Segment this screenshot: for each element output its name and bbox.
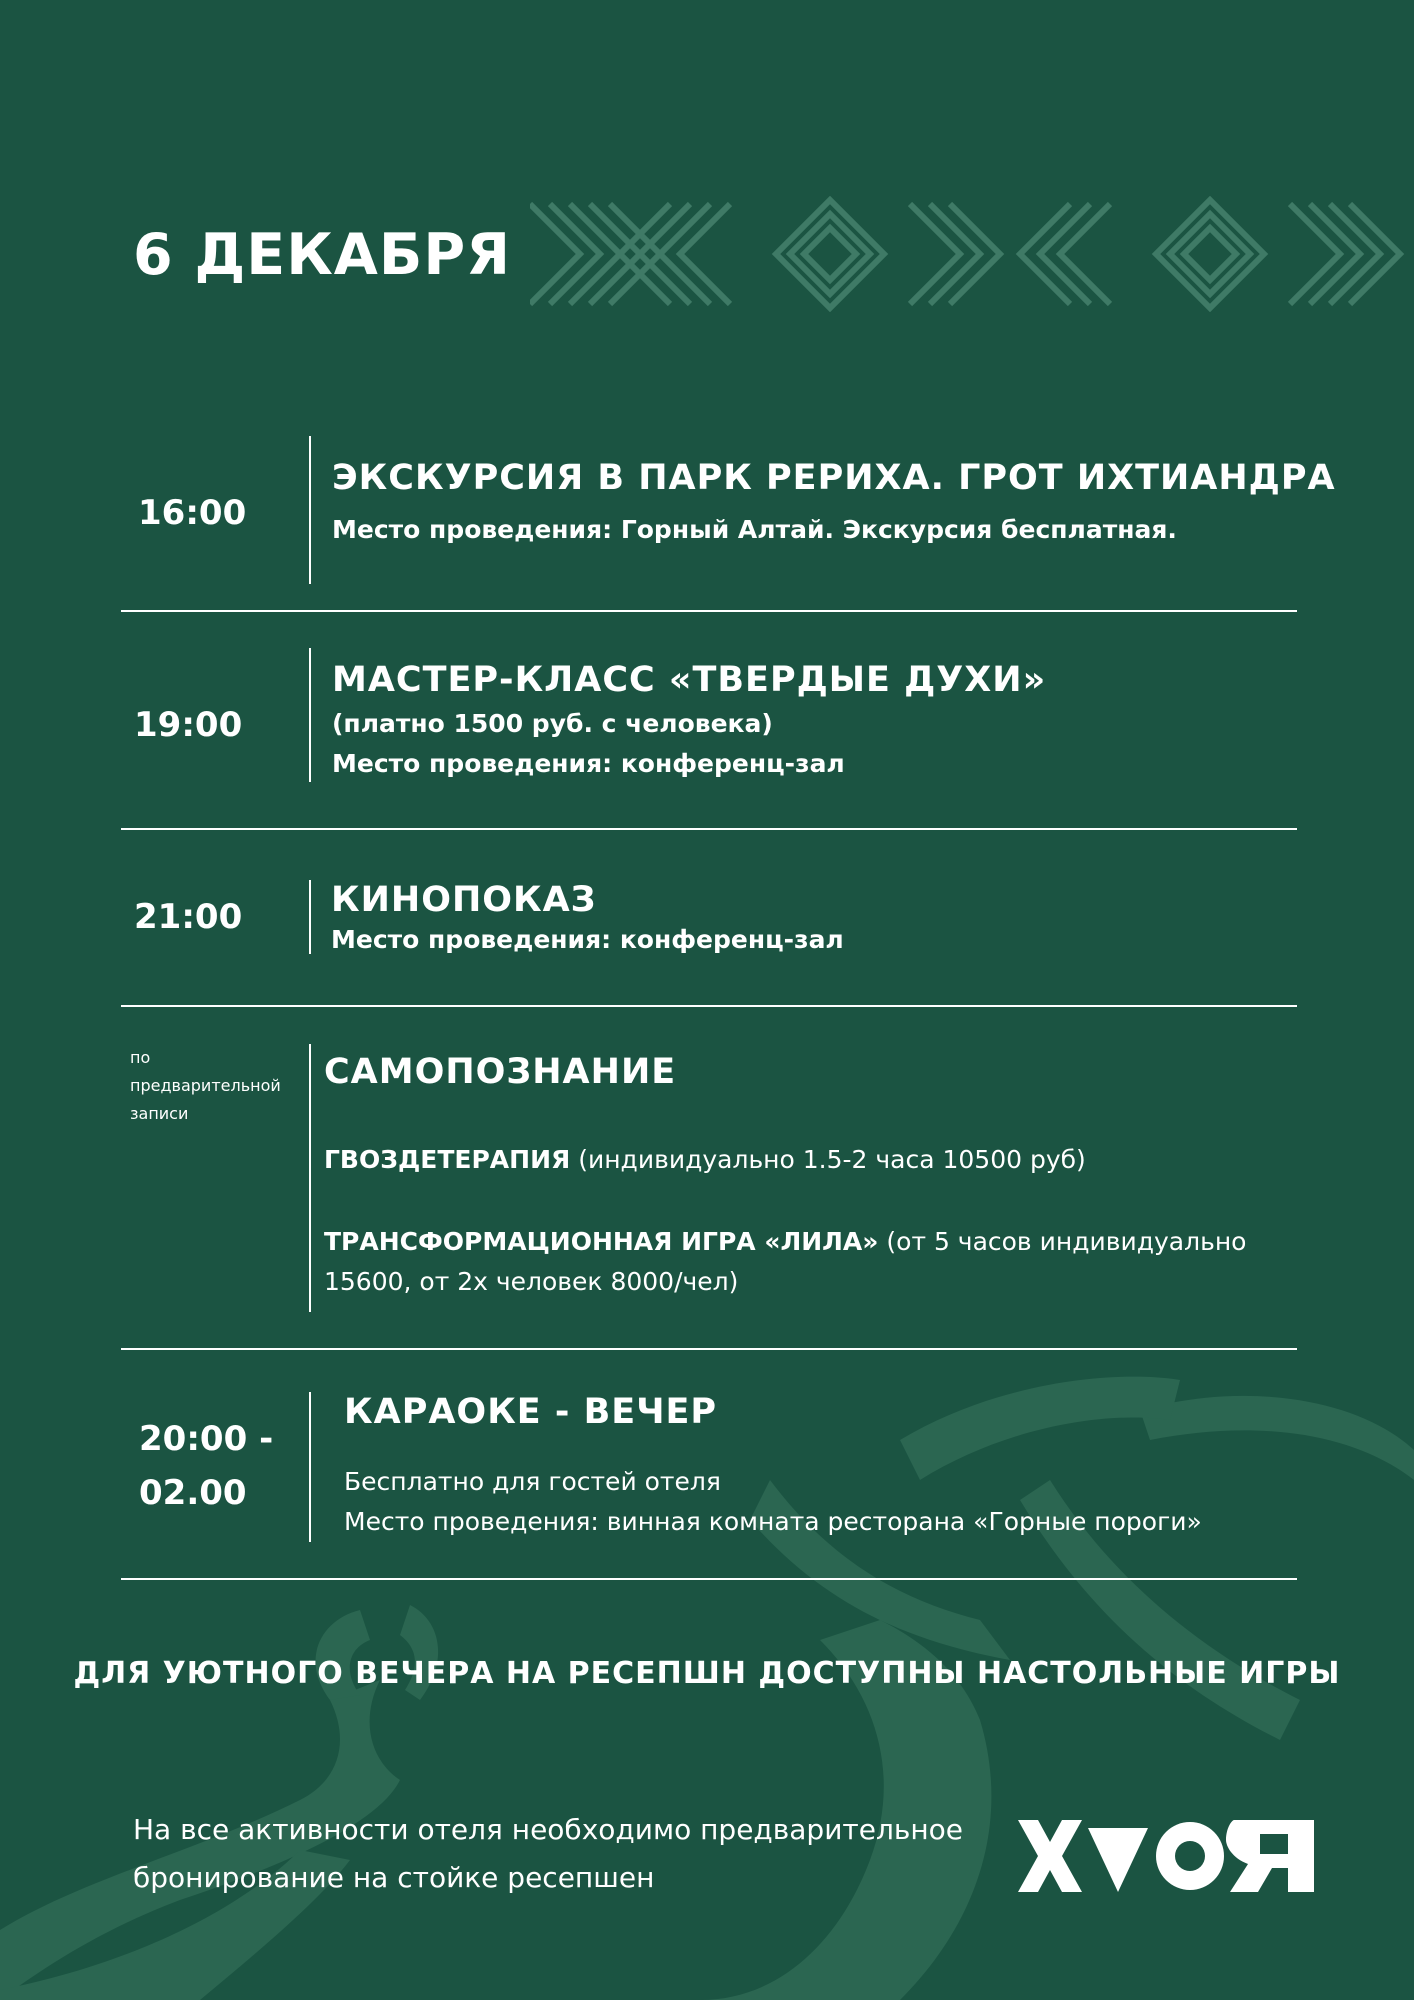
event-karaoke [0, 1392, 1414, 1542]
divider [121, 610, 1297, 612]
event-time: 19:00 [134, 705, 243, 745]
event-title: МАСТЕР-КЛАСС «ТВЕРДЫЕ ДУХИ» [332, 660, 1047, 700]
booking-notice: На все активности отеля необходимо предварительное бронирование на стойке ресепшен [133, 1813, 964, 1894]
event-time: 16:00 [138, 493, 247, 533]
event-location: Место проведения: конференц-зал [331, 925, 844, 954]
event-time-note: по предварительной записи [130, 1048, 281, 1123]
event-title: САМОПОЗНАНИЕ [324, 1052, 677, 1092]
event-divider-line [309, 436, 311, 584]
event-location: Место проведения: конференц-зал [332, 749, 845, 778]
event-location: Место проведения: Горный Алтай. Экскурсия бесплатная. [332, 515, 1177, 544]
event-location: Место проведения: винная комната ресторана «Горные пороги» [344, 1507, 1202, 1536]
event-title: КАРАОКЕ - ВЕЧЕР [344, 1392, 718, 1432]
event-master-class [0, 648, 1414, 782]
event-time: 20:00 - 02.00 [139, 1419, 274, 1513]
event-title: ЭКСКУРСИЯ В ПАРК РЕРИХА. ГРОТ ИХТИАНДРА [332, 458, 1336, 498]
hotel-logo [1018, 1820, 1314, 1892]
event-divider-line [309, 1392, 311, 1542]
divider [121, 828, 1297, 830]
event-self-knowledge [0, 1044, 1414, 1312]
event-divider-line [309, 648, 311, 782]
event-excursion [0, 436, 1414, 584]
event-divider-line [309, 880, 311, 954]
divider [121, 1005, 1297, 1007]
board-games-note: ДЛЯ УЮТНОГО ВЕЧЕРА НА РЕСЕПШН ДОСТУПНЫ НАСТОЛЬНЫЕ ИГРЫ [73, 1656, 1341, 1691]
divider [121, 1348, 1297, 1350]
event-item: ТРАНСФОРМАЦИОННАЯ ИГРА «ЛИЛА» (от 5 часов индивидуально 15600, от 2х человек 8000/чел) [324, 1227, 1247, 1296]
event-cinema [0, 880, 1414, 954]
event-divider-line [309, 1044, 311, 1312]
event-price: (платно 1500 руб. с человека) [332, 709, 773, 738]
divider [121, 1578, 1297, 1580]
event-title: КИНОПОКАЗ [331, 880, 597, 920]
event-item: ГВОЗДЕТЕРАПИЯ (индивидуально 1.5-2 часа 10500 руб) [324, 1145, 1086, 1174]
event-time: 21:00 [134, 897, 243, 937]
event-info: Бесплатно для гостей отеля [344, 1467, 721, 1496]
chevron-ornament [530, 196, 1414, 312]
page-title: 6 ДЕКАБРЯ [133, 222, 512, 288]
